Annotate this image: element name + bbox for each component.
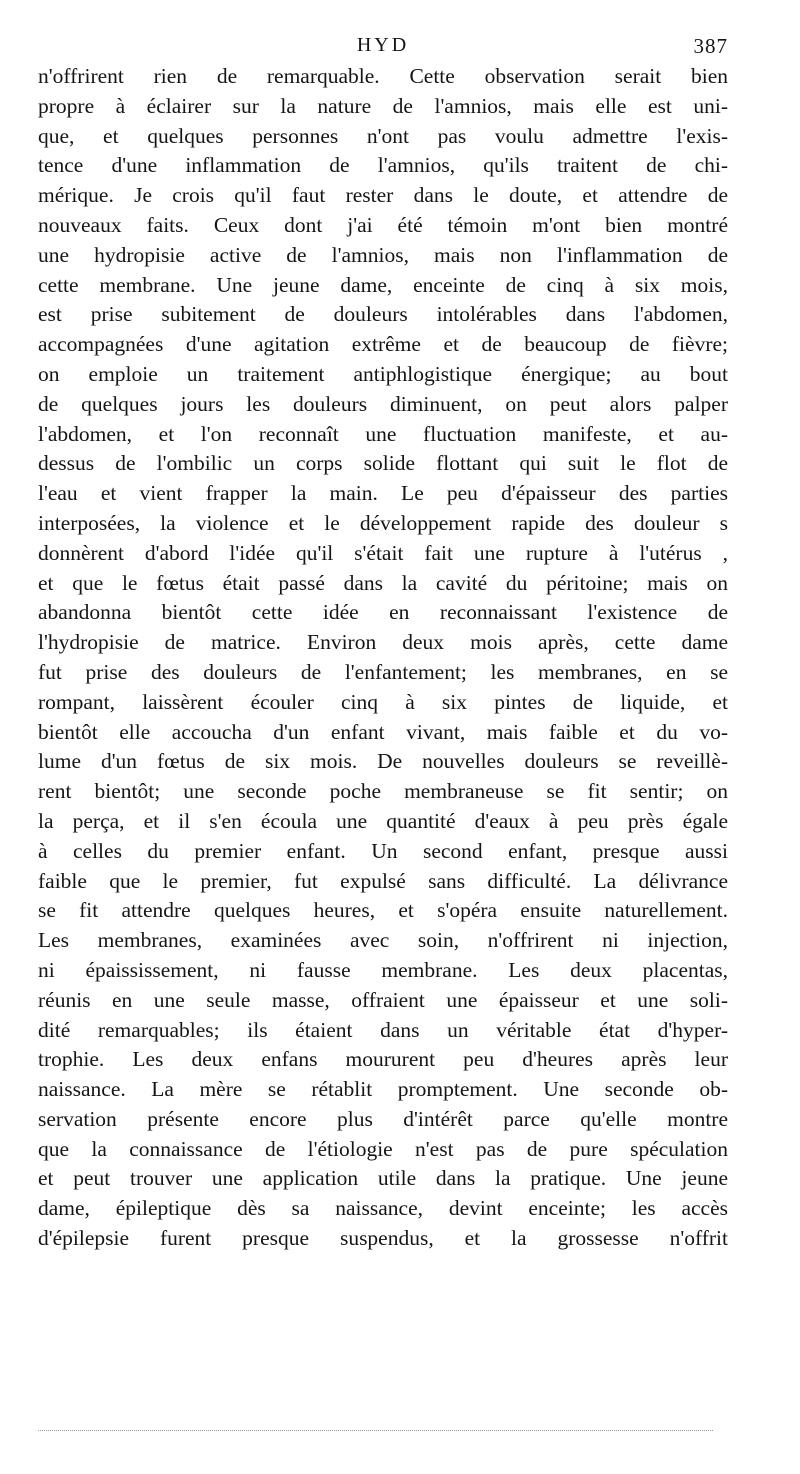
- text-line: propre à éclairer sur la nature de l'amnios, mais elle est uni-: [38, 93, 728, 118]
- text-line: se fit attendre quelques heures, et s'opéra ensuite naturellement.: [38, 898, 728, 923]
- text-line: dessus de l'ombilic un corps solide flottant qui suit le flot de: [38, 451, 728, 476]
- text-line: d'épilepsie furent presque suspendus, et la grossesse n'offrit: [38, 1226, 728, 1251]
- text-line: cette membrane. Une jeune dame, enceinte de cinq à six mois,: [38, 272, 728, 297]
- text-line: une hydropisie active de l'amnios, mais non l'inflammation de: [38, 242, 728, 267]
- running-head-title: HYD: [356, 34, 410, 56]
- text-line: abandonna bientôt cette idée en reconnaissant l'existence de: [38, 600, 728, 625]
- text-line: servation présente encore plus d'intérêt parce qu'elle montre: [38, 1106, 728, 1131]
- text-line: l'hydropisie de matrice. Environ deux mois après, cette dame: [38, 630, 728, 655]
- text-line: la perça, et il s'en écoula une quantité d'eaux à peu près égale: [38, 808, 728, 833]
- text-line: naissance. La mère se rétablit promptement. Une seconde ob-: [38, 1077, 728, 1102]
- text-line: rent bientôt; une seconde poche membraneuse se fit sentir; on: [38, 779, 728, 804]
- text-line: rompant, laissèrent écouler cinq à six pintes de liquide, et: [38, 689, 728, 714]
- text-line: de quelques jours les douleurs diminuent, on peut alors palper: [38, 391, 728, 416]
- scan-artifact-rule: [38, 1430, 713, 1432]
- running-head: [38, 34, 728, 64]
- page-number: 387: [693, 34, 728, 58]
- text-line: est prise subitement de douleurs intolérables dans l'abdomen,: [38, 302, 728, 327]
- text-line: tence d'une inflammation de l'amnios, qu'ils traitent de chi-: [38, 153, 728, 178]
- text-line: et que le fœtus était passé dans la cavité du péritoine; mais on: [38, 570, 728, 595]
- text-line: interposées, la violence et le développement rapide des douleur s: [38, 510, 728, 535]
- text-line: accompagnées d'une agitation extrême et de beaucoup de fièvre;: [38, 332, 728, 357]
- text-line: n'offrirent rien de remarquable. Cette observation serait bien: [38, 64, 728, 88]
- text-line: à celles du premier enfant. Un second enfant, presque aussi: [38, 838, 728, 863]
- text-line: donnèrent d'abord l'idée qu'il s'était fait une rupture à l'utérus ,: [38, 540, 728, 565]
- text-line: lume d'un fœtus de six mois. De nouvelles douleurs se reveillè-: [38, 749, 728, 774]
- text-line: bientôt elle accoucha d'un enfant vivant, mais faible et du vo-: [38, 719, 728, 744]
- text-line: l'eau et vient frapper la main. Le peu d'épaisseur des parties: [38, 481, 728, 506]
- text-line: nouveaux faits. Ceux dont j'ai été témoin m'ont bien montré: [38, 212, 728, 237]
- text-line: ni épaississement, ni fausse membrane. Les deux placentas,: [38, 957, 728, 982]
- text-line: et peut trouver une application utile dans la pratique. Une jeune: [38, 1166, 728, 1191]
- text-line: fut prise des douleurs de l'enfantement; les membranes, en se: [38, 659, 728, 684]
- text-line: trophie. Les deux enfans moururent peu d'heures après leur: [38, 1047, 728, 1072]
- text-line: que, et quelques personnes n'ont pas voulu admettre l'exis-: [38, 123, 728, 148]
- text-line: dité remarquables; ils étaient dans un véritable état d'hyper-: [38, 1017, 728, 1042]
- text-line: réunis en une seule masse, offraient une épaisseur et une soli-: [38, 987, 728, 1012]
- text-line: dame, épileptique dès sa naissance, devint enceinte; les accès: [38, 1196, 728, 1221]
- text-line: mérique. Je crois qu'il faut rester dans le doute, et attendre de: [38, 183, 728, 208]
- text-line: Les membranes, examinées avec soin, n'offrirent ni injection,: [38, 928, 728, 953]
- text-line: que la connaissance de l'étiologie n'est pas de pure spéculation: [38, 1136, 728, 1161]
- text-line: on emploie un traitement antiphlogistique énergique; au bout: [38, 361, 728, 386]
- body-text: [38, 62, 728, 1254]
- text-line: l'abdomen, et l'on reconnaît une fluctuation manifeste, et au-: [38, 421, 728, 446]
- text-line: faible que le premier, fut expulsé sans difficulté. La délivrance: [38, 868, 728, 893]
